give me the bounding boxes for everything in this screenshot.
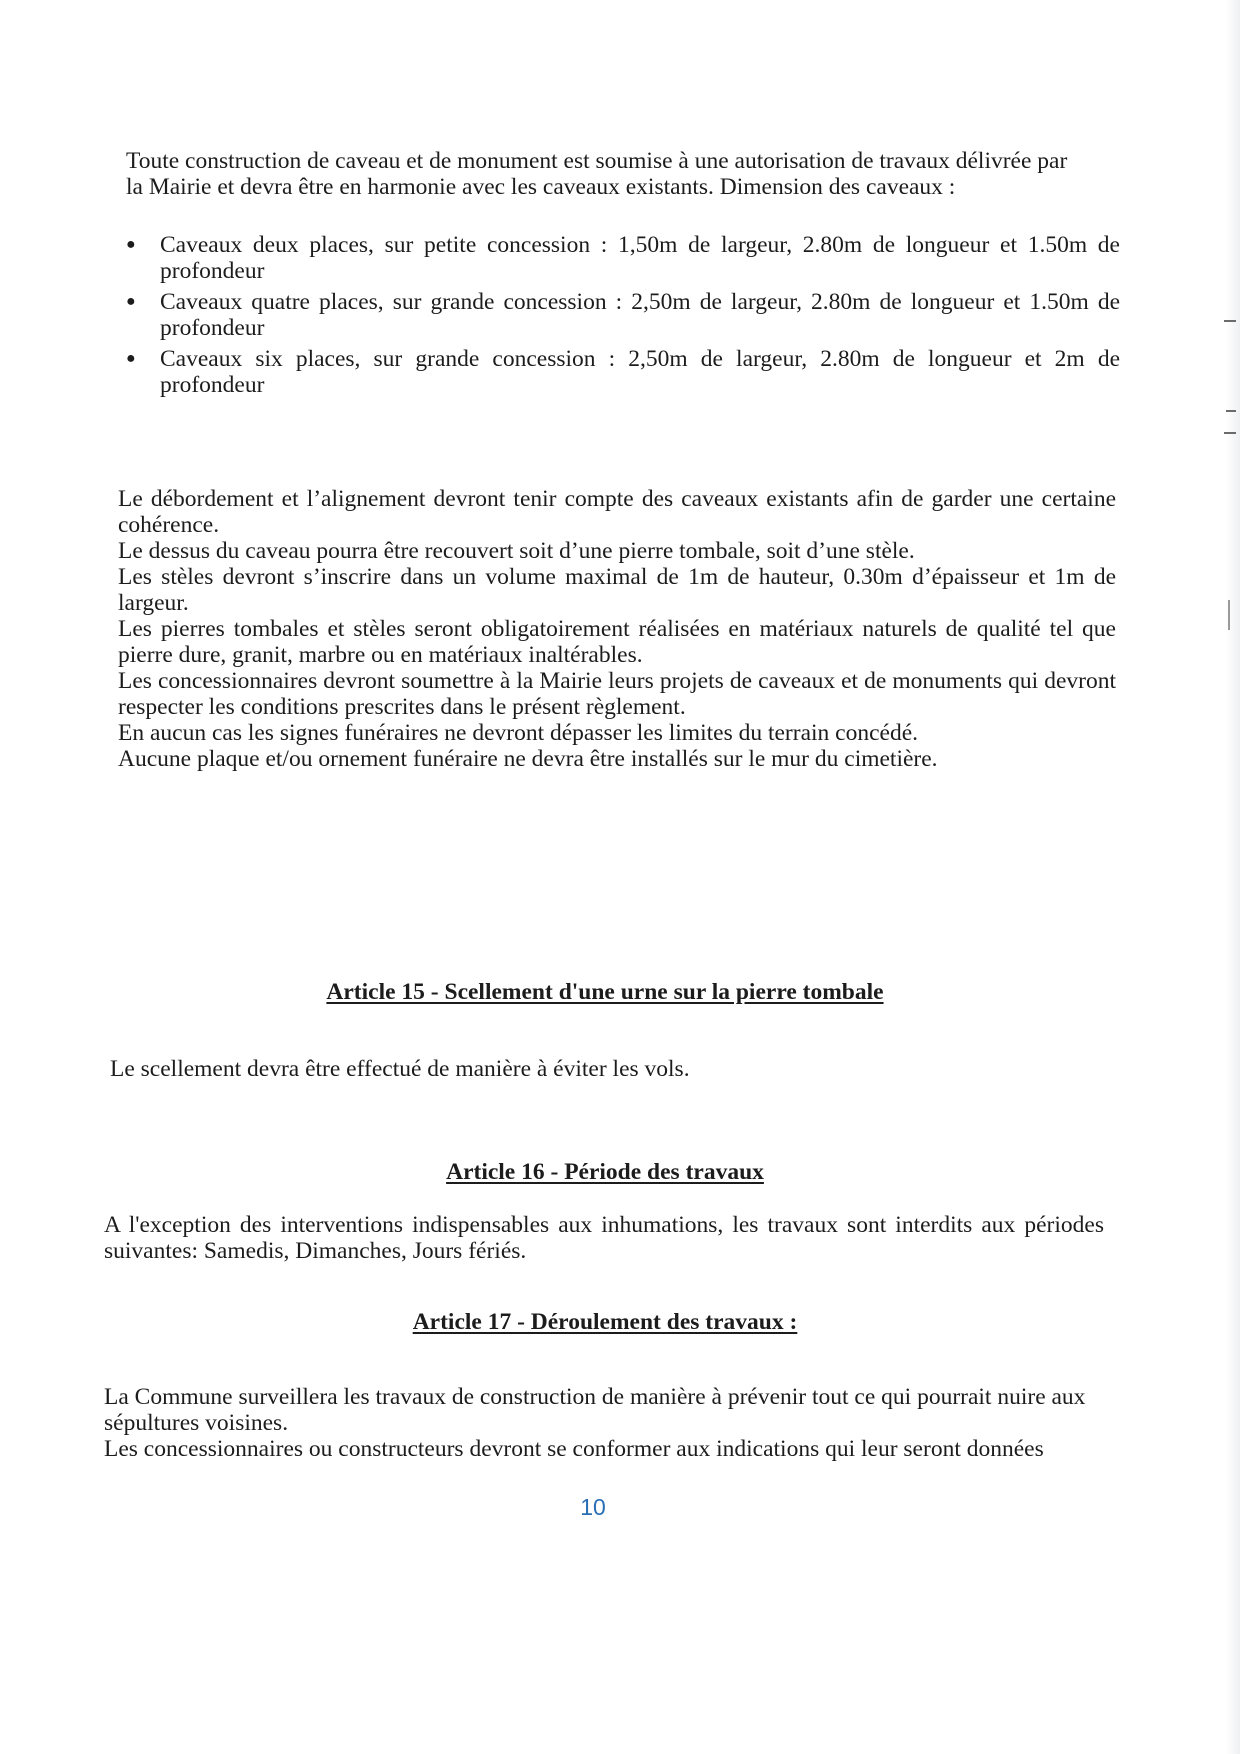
list-item xyxy=(126,289,1120,341)
article-16-text: A l'exception des interventions indispensables aux inhumations, les travaux sont interdits aux périodes suivantes: Samedis, Dimanches, Jours fériés. xyxy=(104,1212,1104,1264)
intro-line: Toute construction de caveau et de monument est soumise à une autorisation de travaux délivrée par xyxy=(126,148,1068,174)
article-15-text: Le scellement devra être effectué de manière à éviter les vols. xyxy=(110,1056,690,1082)
caveaux-list xyxy=(126,232,1120,403)
article-17-title: Article 17 - Déroulement des travaux : xyxy=(412,1309,798,1335)
margin-mark xyxy=(1226,410,1236,412)
scan-edge xyxy=(1226,0,1240,1754)
article-17-line: Les concessionnaires ou constructeurs devront se conformer aux indications qui leur seront données xyxy=(104,1436,1044,1462)
page-number: 10 xyxy=(580,1494,606,1520)
bullet-icon: ● xyxy=(126,350,136,367)
list-item-text: Caveaux deux places, sur petite concession : 1,50m de largeur, 2.80m de longueur et 1.50m de profondeur xyxy=(160,232,1120,284)
rule-line: Aucune plaque et/ou ornement funéraire ne devra être installés sur le mur du cimetière. xyxy=(118,746,938,772)
margin-mark xyxy=(1224,320,1236,322)
rule-line: Les stèles devront s’inscrire dans un volume maximal de 1m de hauteur, 0.30m d’épaisseur et 1m de largeur. xyxy=(118,564,1116,616)
article-17-line: La Commune surveillera les travaux de construction de manière à prévenir tout ce qui pourrait nuire aux sépultures voisines. xyxy=(104,1384,1086,1436)
rules-paragraph xyxy=(118,486,1116,772)
rule-line: Le débordement et l’alignement devront tenir compte des caveaux existants afin de garder une certaine cohérence. xyxy=(118,486,1116,538)
list-item-text: Caveaux quatre places, sur grande concession : 2,50m de largeur, 2.80m de longueur et 1.50m de profondeur xyxy=(160,289,1120,341)
margin-mark xyxy=(1228,600,1230,630)
list-item-text: Caveaux six places, sur grande concession : 2,50m de largeur, 2.80m de longueur et 2m de profondeur xyxy=(160,346,1120,398)
intro-line: la Mairie et devra être en harmonie avec les caveaux existants. Dimension des caveaux : xyxy=(126,174,956,200)
bullet-icon: ● xyxy=(126,236,136,253)
rule-line: En aucun cas les signes funéraires ne devront dépasser les limites du terrain concédé. xyxy=(118,720,919,746)
article-15-title: Article 15 - Scellement d'une urne sur la pierre tombale xyxy=(326,979,884,1005)
bullet-icon: ● xyxy=(126,293,136,310)
rule-line: Les concessionnaires devront soumettre à la Mairie leurs projets de caveaux et de monuments qui devront respecter les conditions prescrites dans le présent règlement. xyxy=(118,668,1116,720)
intro-paragraph xyxy=(126,148,1120,200)
list-item xyxy=(126,232,1120,284)
margin-mark xyxy=(1224,432,1236,434)
rule-line: Le dessus du caveau pourra être recouvert soit d’une pierre tombale, soit d’une stèle. xyxy=(118,538,915,564)
rule-line: Les pierres tombales et stèles seront obligatoirement réalisées en matériaux naturels de qualité tel que pierre dure, granit, marbre ou en matériaux inaltérables. xyxy=(118,616,1116,668)
article-17-text xyxy=(104,1384,1094,1462)
article-16-title: Article 16 - Période des travaux xyxy=(446,1159,764,1185)
list-item xyxy=(126,346,1120,398)
